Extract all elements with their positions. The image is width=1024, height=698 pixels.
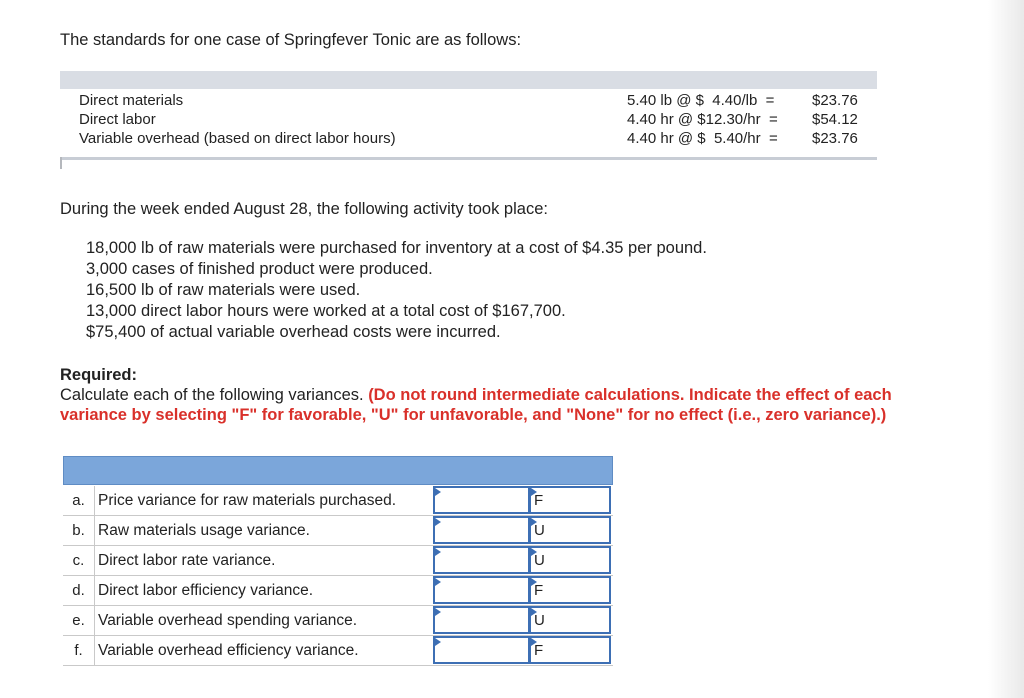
standard-label: Variable overhead (based on direct labor hours) (79, 130, 396, 147)
variance-row-d (63, 576, 613, 606)
variance-amount-input[interactable] (433, 576, 530, 604)
variance-amount-input[interactable] (433, 486, 530, 514)
input-marker-icon (435, 608, 441, 616)
variance-effect-select[interactable]: F (529, 486, 611, 514)
input-marker-icon (435, 548, 441, 556)
variance-amount-input[interactable] (433, 606, 530, 634)
required-text: Calculate each of the following variances. (60, 386, 364, 404)
standard-label: Direct labor (79, 111, 156, 128)
variance-label: Direct labor efficiency variance. (98, 582, 314, 599)
required-instruction-part1: (Do not round intermediate calculations. Indicate the effect of each (368, 386, 892, 404)
variance-row-c (63, 546, 613, 576)
variance-amount-input[interactable] (433, 516, 530, 544)
input-marker-icon (435, 518, 441, 526)
variance-row-b (63, 516, 613, 546)
variance-label: Direct labor rate variance. (98, 552, 276, 569)
standard-total: $54.12 (812, 111, 858, 128)
variance-effect-select[interactable]: F (529, 636, 611, 664)
input-marker-icon (435, 578, 441, 586)
intro-text: The standards for one case of Springfever Tonic are as follows: (60, 31, 522, 49)
required-instruction-part2: variance by selecting "F" for favorable, "U" for unfavorable, and "None" for no effect (i.e., zero variance).) (60, 406, 887, 424)
standard-label: Direct materials (79, 92, 184, 109)
variance-letter: a. (63, 486, 95, 515)
week-intro-text: During the week ended August 28, the following activity took place: (60, 200, 548, 218)
required-text-line1 (60, 386, 892, 405)
variance-letter: b. (63, 516, 95, 545)
activity-item: 13,000 direct labor hours were worked at a total cost of $167,700. (86, 302, 566, 320)
variance-label: Variable overhead spending variance. (98, 612, 358, 629)
variance-label: Variable overhead efficiency variance. (98, 642, 359, 659)
standard-calc: 5.40 lb @ $ 4.40/lb = (627, 92, 775, 109)
activity-item: 16,500 lb of raw materials were used. (86, 281, 361, 299)
variance-letter: f. (63, 636, 95, 665)
variance-letter: d. (63, 576, 95, 605)
variance-effect-select[interactable]: U (529, 516, 611, 544)
standard-calc: 4.40 hr @ $ 5.40/hr = (627, 130, 778, 147)
standards-table-header (60, 71, 877, 89)
page-edge-shadow (988, 0, 1024, 698)
standard-total: $23.76 (812, 92, 858, 109)
variance-row-e (63, 606, 613, 636)
variance-amount-input[interactable] (433, 546, 530, 574)
activity-item: 18,000 lb of raw materials were purchased for inventory at a cost of $4.35 per pound. (86, 239, 707, 257)
variance-effect-select[interactable]: U (529, 606, 611, 634)
standards-table-footer-rule (60, 157, 877, 160)
variance-amount-input[interactable] (433, 636, 530, 664)
variance-effect-select[interactable]: F (529, 576, 611, 604)
activity-item: 3,000 cases of finished product were produced. (86, 260, 433, 278)
variance-effect-select[interactable]: U (529, 546, 611, 574)
variance-row-f (63, 636, 613, 666)
standard-total: $23.76 (812, 130, 858, 147)
required-heading: Required: (60, 366, 138, 384)
variance-letter: c. (63, 546, 95, 575)
variance-row-a (63, 486, 613, 516)
input-marker-icon (435, 638, 441, 646)
activity-item: $75,400 of actual variable overhead costs were incurred. (86, 323, 501, 341)
standard-calc: 4.40 hr @ $12.30/hr = (627, 111, 778, 128)
variance-table-header (63, 456, 613, 485)
variance-label: Price variance for raw materials purchased. (98, 492, 397, 509)
variance-letter: e. (63, 606, 95, 635)
standards-table-corner (60, 157, 62, 169)
variance-label: Raw materials usage variance. (98, 522, 310, 539)
input-marker-icon (435, 488, 441, 496)
